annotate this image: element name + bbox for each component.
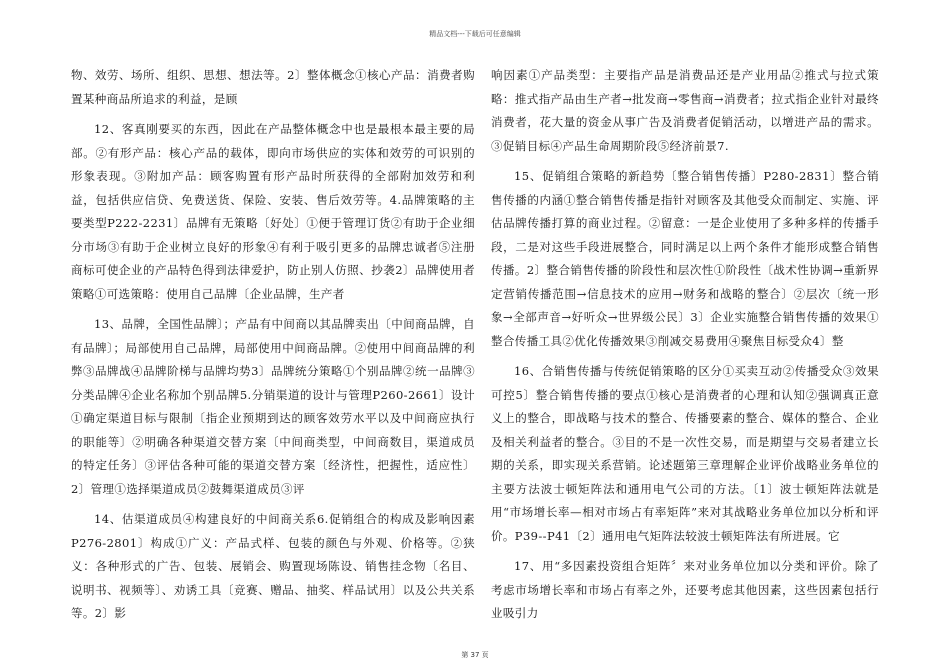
paragraph: 14、估渠道成员④构建良好的中间商关系6.促销组合的构成及影响因素P276-2801〕构成①广义：产品式样、包装的颜色与外观、价格等。②狭义：各种形式的广告、包装、展销会、购置现场陈设、销售挂念物〔名目、说明书、视频等〕、劝诱工具〔竞赛、赠品、抽奖、样品试用〕以及公共关系等。2〕影 — [71, 512, 475, 620]
paragraph: 12、客真刚要买的东西，因此在产品整体概念中也是最根本最主要的局部。②有形产品：核心产品的载体，即向市场供应的实体和效劳的可识别的形象表现。③附加产品：顾客购置有形产品时所获得的全部附加效劳和利益，包括供应信贷、免费送货、保险、安装、售后效劳等。4.品牌策略的主要类型P222-2231〕品牌有无策略〔好处〕①便于管理订货②有助于企业细分市场③有助于企业树立良好的形象④有利于吸引更多的品牌忠诚者⑤注册商标可使企业的产品特色得到法律爱护，防止别人仿照、抄袭2〕品牌使用者策略①可选策略：使用自己品牌〔企业品牌，生产者 — [71, 122, 475, 301]
paragraph: 13、品牌，全国性品牌〕；产品有中间商以其品牌卖出〔中间商品牌，自有品牌〕；局部使用自己品牌，局部使用中间商品牌。②使用中间商品牌的利弊③品牌战④品牌阶梯与品牌均势3〕品牌统分策略①个别品牌②统一品牌③分类品牌④企业名称加个别品牌5.分销渠道的设计与管理P260-2661〕设计①确定渠道目标与限制〔指企业预期到达的顾客效劳水平以及中间商应执行的职能等〕②明确各种渠道交替方案〔中间商类型，中间商数目，渠道成员的特定任务〕③评估各种可能的渠道交替方案〔经济性，把握性，适应性〕2〕管理①选择渠道成员②鼓舞渠道成员③评 — [71, 317, 475, 496]
left-column — [71, 64, 475, 626]
paragraph: 15、促销组合策略的新趋势〔整合销售传播〕P280-2831〕整合销售传播的内涵①整合销售传播是指针对顾客及其他受众而制定、实施、评估品牌传播打算的商业过程。②留意：一是企业使用了多种多样的传播手段，二是对这些手段进展整合，同时满足以上两个条件才能形成整合销售传播。2〕整合销售传播的阶段性和层次性①阶段性〔战术性协调→重新界定营销传播范围→信息技术的应用→财务和战略的整合〕②层次〔统一形象→全部声音→好听众→世界级公民〕3〕企业实施整合销售传播的效果①整合传播工具②优化传播效果③削减交易费用④聚焦目标受众4〕整 — [491, 169, 879, 348]
paragraph: 17、用“多因素投资组合矩阵〞来对业务单位加以分类和评价。除了考虑市场增长率和市场占有率之外，还要考虑其他因素，这些因素包括行业吸引力 — [491, 559, 879, 620]
paragraph: 物、效劳、场所、组织、思想、想法等。2〕整体概念①核心产品：消费者购置某种商品所追求的利益，是顾 — [71, 68, 475, 106]
page-header: 精品文档---下载后可任意编辑 — [429, 30, 521, 38]
paragraph: 响因素①产品类型：主要指产品是消费品还是产业用品②推式与拉式策略：推式指产品由生产者→批发商→零售商→消费者；拉式指企业针对最终消费者，花大量的资金从事广告及消费者促销活动，以增进产品的需求。③促销目标④产品生命周期阶段⑤经济前景7. — [491, 68, 879, 153]
page-number: 第 37 页 — [461, 651, 489, 659]
paragraph: 16、合销售传播与传统促销策略的区分①买卖互动②传播受众③效果可控5〕整合销售传播的要点①核心是消费者的心理和认知②强调真正意义上的整合，即战略与技术的整合、传播要素的整合、媒体的整合、企业及相关利益者的整合。③目的不是一次性交易，而是期望与交易者建立长期的关系，即实现关系营销。论述题第三章理解企业评价战略业务单位的主要方法波士顿矩阵法和通用电气公司的方法。〔1〕波士顿矩阵法就是用“市场增长率—相对市场占有率矩阵”来对其战略业务单位加以分析和评价。P39--P41〔2〕通用电气矩阵法较波士顿矩阵法有所进展。它 — [491, 364, 879, 543]
right-column — [491, 64, 879, 626]
